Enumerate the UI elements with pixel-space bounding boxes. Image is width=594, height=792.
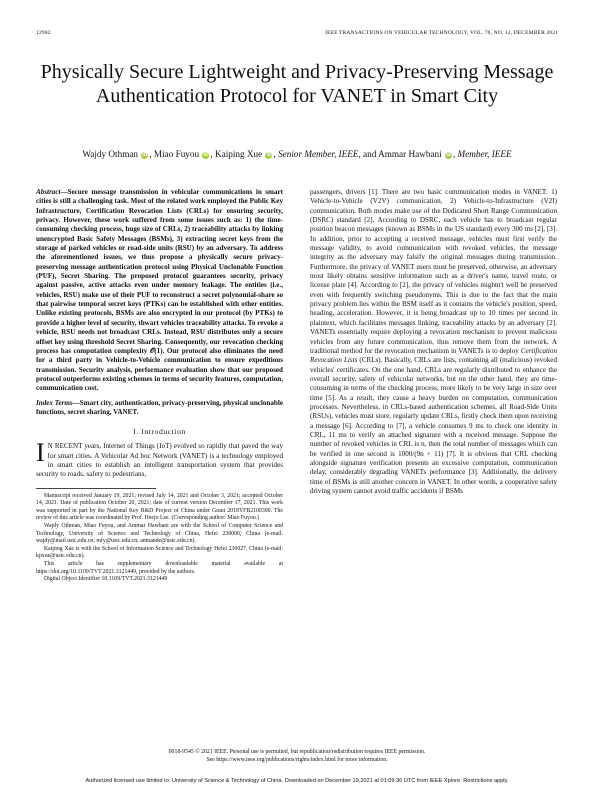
section-heading: I. Introduction: [133, 427, 186, 437]
index-terms: [36, 399, 283, 418]
author-role: Senior Member, IEEE: [278, 149, 359, 159]
footnote: Manuscript received January 19, 2021; revised July 14, 2021 and October 3, 2021; accepted October 14, 2021. Date of publication October 20, 2021; date of current version December 17, 2021. This work was supported in part by the National Key R&D Project of China under Grant 2018YFB2100300. The review of this article was coordinated by Prof. Heejo Lee. (Corresponding author: Miao Fuyou.): [36, 492, 283, 522]
author-name: Ammar Hawbani: [378, 149, 442, 159]
abstract-text: —Secure message transmission in vehicular communications in smart cities is still a challenging task. Most of the related work employed the Public Key Infrastructure, Certification Revocation Lists (CRLs) for ensuring security, privacy. However, these work suffered from some issues such as: 1) the time-consuming checking process, huge size of CRLs, 2) traceability attacks by linking unencrypted Basic Safety Messages (BSMs), 3) extracting secret keys from the storage of parked vehicles or road-side units (RSU) by an adversary. To address the aforementioned issues, we thus propose a physically secure privacy-preserving message authentication protocol using Physical Unclonable Function (PUF), Secret Sharing. The proposed protocol guarantees security, privacy against passive, active attacks even under memory leakage. The entities (i.e., vehicles, RSU) make use of their PUF to reconstruct a secret polynomial-share so that pairwise temporal secret keys (PTKs) can be established with other entities. Unlike existing protocols, BSMs are also encrypted in our protocol (by PTKs) to provide a higher level of security, thwart vehicles traceability attacks. To revoke a vehicle, RSU needs not broadcast CRLs. Instead, RSU distributes only a secure offset key using threshold Secret Sharing. Consequently, our revocation checking process has computation complexity 𝒪(1). Our protocol also eliminates the need for a third party in Vehicle-to-Vehicle communication to ensure expeditious transmission. Security analysis, performance evaluation show that our proposed protocol outperforms existing schemes in terms of security features, computation, communication cost.: [36, 188, 283, 393]
footnote: Wajdy Othman, Miao Fuyou, and Ammar Hawbani are with the School of Computer Science and Technology, University of Science and Technology of China, Hefei 230000, China (e-mail: wajdy@mail.ustc.edu.cn; mfy@ustc.edu.cn; anmande@ustc.edu.cn).: [36, 523, 283, 545]
rights-link[interactable]: See https://www.ieee.org/publications/rights/index.html for more information.: [206, 757, 388, 763]
index-terms-text: —Smart city, authentication, privacy-preserving, physical unclonable functions, secret sharing, VANET.: [36, 398, 283, 416]
author-name: Kaiping Xue: [214, 149, 263, 159]
orcid-icon[interactable]: iD: [203, 152, 209, 158]
abstract-label: Abstract: [36, 188, 61, 196]
journal-header: IEEE TRANSACTIONS ON VEHICULAR TECHNOLOGY, VOL. 70, NO. 12, DECEMBER 2021: [325, 30, 558, 36]
intro-text: N RECENT years, Internet of Things (IoT) evolved so rapidly that paved the way for smart cities. A Vehicular Ad hoc Network (VANET) is a technology employed in smart cities to establish an intelligent transportation system that provides security to roads, safety to pedestrians,: [36, 442, 283, 479]
copyright-notice: [36, 748, 558, 764]
author-name: Wajdy Othman: [82, 149, 139, 159]
license-banner: Authorized licensed use limited to: University of Science & Technology of China. Downloaded on December 19,2021 at 01:09:36 UTC from IEEE Xplore. Restrictions apply.: [85, 778, 509, 784]
index-terms-label: Index Terms: [36, 398, 73, 407]
copyright-line: 0018-9545 © 2021 IEEE. Personal use is permitted, but republication/redistribution requires IEEE permission.: [168, 749, 426, 755]
author-name: Miao Fuyou: [153, 149, 200, 159]
footnote: Kaiping Xue is with the School of Information Science and Technology Hefei 230027, China (e-mail: kpxue@ustc.edu.cn).: [36, 545, 283, 560]
author-role: Member, IEEE: [457, 149, 512, 159]
intro-paragraph: [36, 438, 283, 479]
left-column: [36, 188, 283, 584]
doi-line: Digital Object Identifier 10.1109/TVT.2021.3121449: [44, 576, 168, 583]
right-column: [310, 188, 557, 496]
orcid-icon[interactable]: iD: [142, 152, 148, 158]
body-paragraph: passengers, drivers [1]. There are two basic communication modes in VANET: 1) Vehicle-to-Vehicle (V2V) communication, 2) Vehicle-to-Infrastructure (V2I) communication. Both modes make use of the Dedicated Short Range Communication (DSRC) standard [2]. According to DSRC, each vehicle has to broadcast regular position beacon messages (known as BSMs in the US standard) every 300 ms [2], [3]. In addition, prior to accepting a received message, vehicles must first verify the message validity, to avoid communication with revoked vehicles, the message integrity as the adversary may falsify the original messages during transmission. Furthermore, the privacy of VANET users must be preserved, otherwise, an adversary most likely obtains sensitive information such as a driver's name, travel route, or license plate [4]. According to [2], the privacy of vehicles mightn't well be preserved even with frequently switching pseudonyms. This is due to the fact that the main privacy problem lies within the BSM itself as it contains the vehicle's position, speed, heading, acceleration. However, it is being broadcast up to 10 times per second in plaintext, which facilitates messages linking, traceability attacks by an adversary [2]. VANETs essentially require deploying a revocation mechanism to prevent malicious vehicles from any future communication, thus remove them from the network. A traditional method for the revocation mechanism in VANETs is to deploy Certification Revocation Lists (CRLs). Basically, CRLs are lists, containing all (malicious) revoked vehicles' certificates. On the one hand, CRLs are regularly distributed to enhance the overall security, safety of vehicular networks, but on the other hand, they are time-consuming in terms of the checking process, more likely to be very large in size over time [5]. As a result, they cause a heavy burden on computation, communication processes. Nevertheless, in CRLs-based authentication schemes, all Road-Side Units (RSUs), vehicles must store, regularly update CRLs, firstly check them upon receiving a message [6]. According to [7], a vehicle consumes 9 ms to check one identity in CRL, 11 ms to verify an attached signature with a received message. Suppose the number of revoked vehicles in CRL is n, then the total number of messages which can be verified in one second is 1000/(9n + 11) [7]. It is obvious that CRL checking alongside signature verification presents an excessive computation, communication delay, considerably degrading VANETs performance [3]. Additionally, the delivery time of BSMs is still another concern in VANET. In other words, a cooperative safety driving system cannot avoid traffic accidents if BSMs: [310, 188, 558, 495]
drop-cap: I: [36, 438, 45, 468]
paper-title: Physically Secure Lightweight and Privacy-Preserving Message Authentication Protocol for VANET in Smart City: [40, 61, 554, 107]
page-number: 12902: [36, 30, 51, 36]
footnote: This article has supplementary downloadable material available at https://doi.org/10.1109/TVT.2021.3121449, provided by the authors.: [36, 560, 283, 575]
orcid-icon[interactable]: iD: [266, 152, 272, 158]
orcid-icon[interactable]: iD: [445, 152, 451, 158]
emphasis-term: Certification Revocation Lists: [310, 346, 557, 365]
abstract: [36, 188, 283, 394]
footnote-divider: [36, 488, 156, 489]
author-line: Wajdy Othman iD , Miao Fuyou iD , Kaiping Xue iD , Senior Member, IEEE, and Ammar Hawbani iD , Member, IEEE: [82, 149, 512, 159]
author-conjunction: and: [363, 149, 377, 159]
